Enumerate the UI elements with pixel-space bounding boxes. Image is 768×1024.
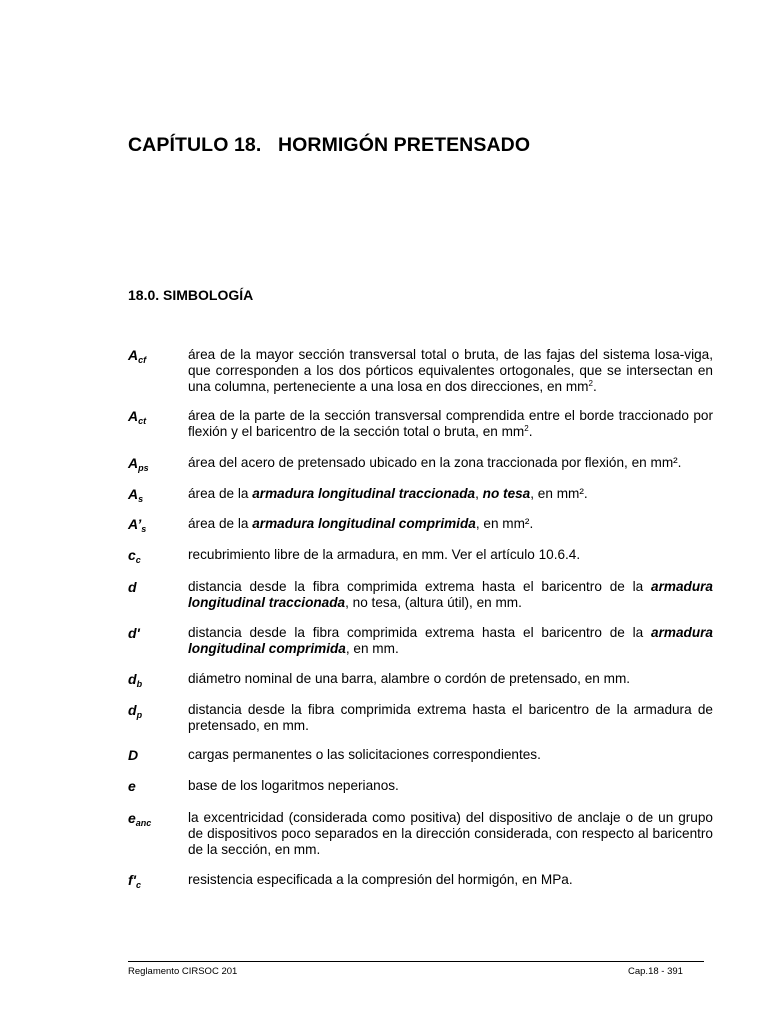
footer-page-number: Cap.18 - 391 bbox=[628, 966, 683, 977]
symbol-definition: distancia desde la fibra comprimida extrema hasta el baricentro de la armadura longitudinal comprimida, en mm. bbox=[188, 625, 713, 656]
symbol: $e_{anc}$ bbox=[128, 810, 152, 828]
symbol: d bbox=[128, 579, 137, 595]
symbol: $A’_s$ bbox=[128, 516, 147, 534]
symbol-entry-act bbox=[128, 408, 713, 440]
symbol-entry-d bbox=[128, 579, 713, 611]
symbol-entry-eanc bbox=[128, 810, 713, 858]
symbol: $d_b$ bbox=[128, 671, 143, 689]
symbol-entry-fc bbox=[128, 872, 713, 888]
symbol: $A_s$ bbox=[128, 486, 144, 504]
symbol-definition: cargas permanentes o las solicitaciones correspondientes. bbox=[188, 747, 541, 762]
chapter-title: CAPÍTULO 18. HORMIGÓN PRETENSADO bbox=[128, 134, 531, 156]
symbol: d' bbox=[128, 625, 140, 641]
symbol: D bbox=[128, 747, 139, 763]
symbol-definition: resistencia especificada a la compresión del hormigón, en MPa. bbox=[188, 872, 573, 887]
symbol-definition: distancia desde la fibra comprimida extrema hasta el baricentro de la armadura longitudinal traccionada, no tesa, (altura útil), en mm. bbox=[188, 579, 713, 610]
symbol: $A_{ps}$ bbox=[128, 455, 149, 473]
symbol-entry-d-prime bbox=[128, 625, 713, 657]
footer-document-name: Reglamento CIRSOC 201 bbox=[128, 966, 238, 977]
symbol-definition: área de la armadura longitudinal comprimida, en mm². bbox=[188, 516, 534, 531]
symbol-definition: recubrimiento libre de la armadura, en mm. Ver el artículo 10.6.4. bbox=[188, 547, 581, 562]
symbol-definition: área de la mayor sección transversal total o bruta, de las fajas del sistema losa-viga, que corresponden a los dos pórticos equivalentes ortogonales, que se intersectan en una columna, perteneciente a una losa en dos direcciones, en $mm^2$. bbox=[188, 347, 713, 394]
section-title: 18.0. SIMBOLOGÍA bbox=[128, 287, 254, 303]
symbol-entry-aps bbox=[128, 455, 713, 471]
symbol-definition: la excentricidad (considerada como positiva) del dispositivo de anclaje o de un grupo de dispositivos poco separados en la dirección considerada, con respecto al baricentro de la sección, en mm. bbox=[188, 810, 713, 857]
symbol-entry-db bbox=[128, 671, 713, 687]
symbol: $d_p$ bbox=[128, 702, 143, 720]
symbol-entry-e bbox=[128, 778, 713, 794]
symbol-entry-cc bbox=[128, 547, 713, 563]
symbol: $f'_c$ bbox=[128, 872, 142, 890]
symbol-definition: base de los logaritmos neperianos. bbox=[188, 778, 399, 793]
symbol-definition: distancia desde la fibra comprimida extrema hasta el baricentro de la armadura de pretensado, en mm. bbox=[188, 702, 713, 733]
symbol: $A_{ct}$ bbox=[128, 408, 147, 426]
symbol: e bbox=[128, 778, 136, 794]
symbol-entry-D bbox=[128, 747, 713, 763]
symbol-definition: área del acero de pretensado ubicado en la zona traccionada por flexión, en mm². bbox=[188, 455, 682, 470]
symbol-entry-dp bbox=[128, 702, 713, 734]
symbol-entry-acf bbox=[128, 347, 713, 395]
symbol-definition: área de la parte de la sección transversal comprendida entre el borde traccionado por flexión y el baricentro de la sección total o bruta, en $mm^2$. bbox=[188, 408, 713, 439]
symbol-entry-as bbox=[128, 486, 713, 502]
symbol-definition: área de la armadura longitudinal traccionada, no tesa, en mm². bbox=[188, 486, 588, 501]
footer-divider bbox=[128, 961, 704, 962]
symbol-definition: diámetro nominal de una barra, alambre o cordón de pretensado, en mm. bbox=[188, 671, 631, 686]
symbol: $c_c$ bbox=[128, 547, 141, 565]
symbol: $A_{cf}$ bbox=[128, 347, 147, 365]
symbol-entry-as-prime bbox=[128, 516, 713, 532]
